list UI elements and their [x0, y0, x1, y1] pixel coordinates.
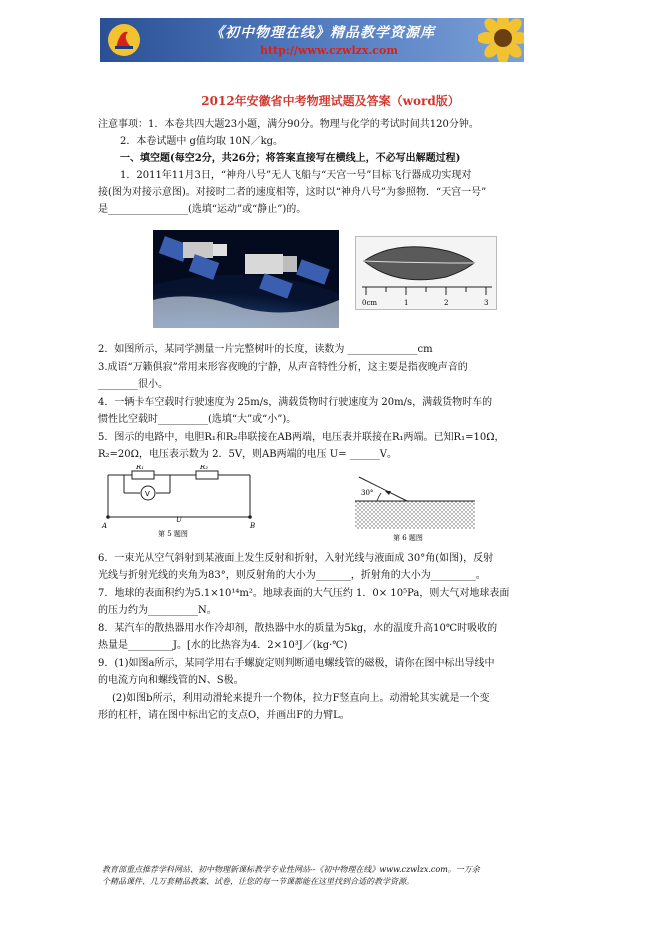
question-9-line-1: 9．(1)如图a所示，某同学用右手螺旋定则判断通电螺线管的磁极，请你在图中标出导线中: [98, 658, 495, 669]
ruler-label-0: 0cm: [362, 299, 378, 307]
sunflower-icon: [478, 18, 524, 62]
fig6-caption: 第 6 题图: [393, 534, 423, 542]
resistor-r1: [132, 471, 154, 479]
banner-title: 《初中物理在线》精品教学资源库: [210, 25, 435, 41]
leaf-ruler-figure: [355, 236, 497, 310]
site-logo-icon: [106, 22, 142, 58]
question-7-line-1: 7．地球的表面积约为5.1×10¹⁴m²。地球表面的大气压约 1．0× 10⁵Pa，则大气对地球表面: [98, 588, 510, 599]
footer-line-2: 个精品课件、几万套精品教案、试卷，让您的每一节课都能在这里找到合适的教学资源。: [102, 877, 414, 886]
label-v: V: [145, 490, 150, 498]
question-9-line-3: (2)如图b所示，利用动滑轮来提升一个物体，拉力F竖直向上。动滑轮其实就是一个变: [112, 693, 490, 704]
ruler-label-3: 3: [484, 299, 489, 307]
space-docking-figure: [153, 230, 339, 328]
question-8-line-2: 热量是_________J。[水的比热容为4．2×10³J／(kg·℃): [98, 640, 348, 651]
section-heading: 一、填空题(每空2分，共26分；将答案直接写在横线上，不必写出解题过程): [120, 153, 461, 164]
fig5-caption: 第 5 题图: [158, 530, 188, 537]
question-5-line-1: 5．图示的电路中，电胆R₁和R₂串联接在AB两端，电压表并联接在R₁两端。已知R₁=10Ω，: [98, 432, 505, 443]
question-6-line-1: 6．一束光从空气斜射到某液面上发生反射和折射，入射光线与液面成 30°角(如图)，反射: [98, 553, 494, 564]
label-a: A: [102, 522, 108, 530]
footer-line-1: 教育部重点推荐学科网站、初中物理新课标教学专业性网站--《初中物理在线》www.czwlzx.com。一万余: [102, 865, 480, 874]
question-7-line-2: 的压力约为__________N。: [98, 605, 217, 616]
label-r2: R₂: [200, 465, 209, 471]
label-r1: R₁: [136, 465, 145, 471]
ruler-label-2: 2: [444, 299, 449, 307]
banner-url: http://www.czwlzx.com: [260, 44, 398, 57]
question-3-line-1: 3.成语“万籁俱寂”常用来形容夜晚的宁静，从声音特性分析，这主要是指夜晚声音的: [98, 362, 468, 373]
document-title: 2012年安徽省中考物理试题及答案（word版）: [201, 94, 460, 108]
label-u: U: [176, 516, 182, 524]
notes-line-1: 注意事项：1．本卷共四大题23小题，满分90分。物理与化学的考试时间共120分钟。: [98, 119, 479, 130]
header-banner: [100, 18, 524, 62]
resistor-r2: [196, 471, 218, 479]
question-1-line-3: 是________________(选填“运动”或“静止”)的。: [98, 204, 307, 215]
light-refraction-figure: [347, 473, 483, 543]
question-6-line-2: 光线与折射光线的夹角为83°，则反射角的大小为_______，折射角的大小为_________。: [98, 570, 486, 581]
circuit-figure: [100, 465, 260, 537]
label-b: B: [250, 522, 256, 530]
question-3-line-2: ________很小。: [98, 379, 168, 390]
question-4-line-2: 惯性比空载时__________(选填“大”或“小”)。: [98, 414, 297, 425]
ruler-label-1: 1: [404, 299, 409, 307]
question-4-line-1: 4．一辆卡车空载时行驶速度为 25m/s，满载货物时行驶速度为 20m/s，满载货物时车的: [98, 397, 493, 408]
question-5-line-2: R₂=20Ω，电压表示数为 2．5V，则AB两端的电压 U= ______V。: [98, 449, 398, 460]
question-1-line-1: 1．2011年11月3日，“神舟八号”无人飞船与“天宫一号”目标飞行器成功实现对: [120, 170, 472, 181]
angle-label: 30°: [361, 489, 374, 497]
notes-line-2: 2．本卷试题中 g值均取 10N／kg。: [120, 136, 284, 147]
question-8-line-1: 8．某汽车的散热器用水作冷却剂，散热器中水的质量为5kg，水的温度升高10℃时吸收的: [98, 623, 498, 634]
question-9-line-2: 的电流方向和螺线管的N、S极。: [98, 675, 244, 686]
question-1-line-2: 接(图为对接示意图)。对接时二者的速度相等，这时以“神舟八号”为参照物．“天宫一号”: [98, 187, 487, 198]
question-2: 2．如图所示，某同学测量一片完整树叶的长度，读数为 ______________cm: [98, 344, 433, 355]
question-9-line-4: 形的杠杆，请在图中标出它的支点O，并画出F的力臂L。: [98, 710, 350, 721]
